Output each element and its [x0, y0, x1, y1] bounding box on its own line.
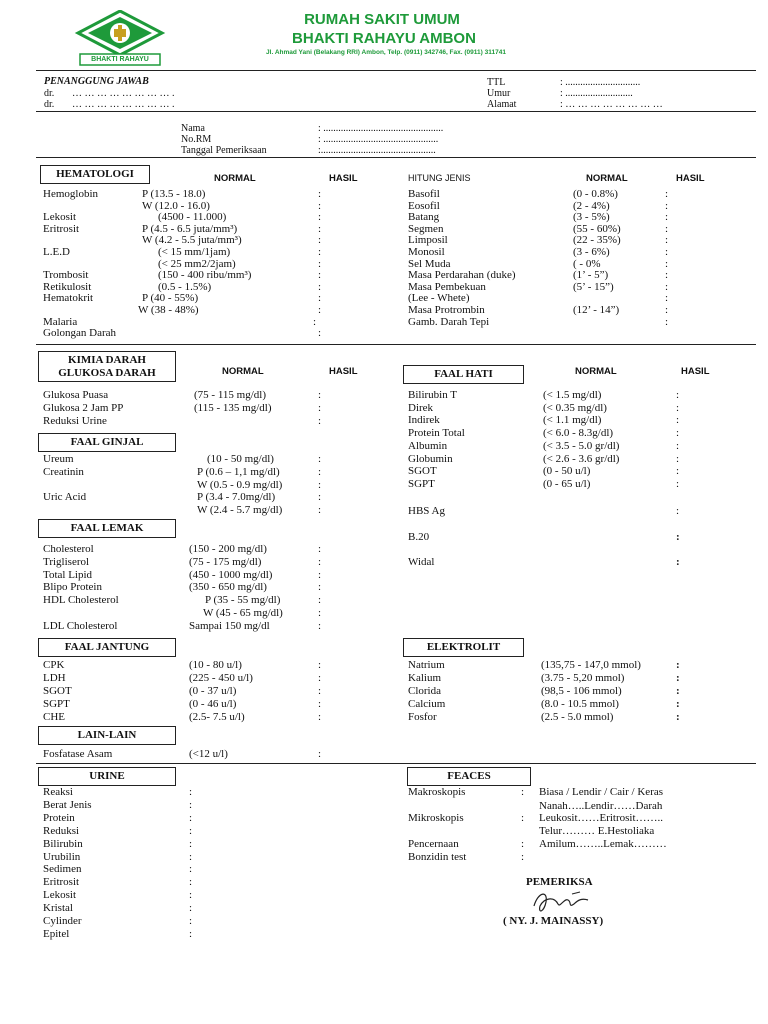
lain-lain-title: LAIN-LAIN: [38, 726, 176, 745]
feaces-title: FEACES: [407, 767, 531, 786]
result-field[interactable]: :: [318, 292, 322, 305]
alamat-value[interactable]: : … … … … … … … …: [560, 99, 663, 110]
urine-test-name: Reaksi: [43, 786, 73, 798]
result-field[interactable]: :: [318, 748, 322, 760]
test-name: Eritrosit: [43, 222, 80, 235]
urine-test-name: Reduksi: [43, 824, 80, 837]
normal-range: (< 0.35 mg/dl): [543, 401, 607, 414]
result-field[interactable]: :: [676, 477, 680, 490]
normal-range: (225 - 450 u/l): [189, 672, 253, 684]
normal-range: (150 - 400 ribu/mm³): [158, 269, 252, 282]
result-field[interactable]: :: [676, 465, 680, 478]
result-field[interactable]: :: [665, 257, 669, 270]
test-name: Monosil: [408, 246, 445, 258]
hbs-label: HBS Ag: [408, 505, 445, 517]
hasil-header: HASIL: [329, 173, 358, 184]
tanggal-value[interactable]: :..............................................: [318, 145, 436, 156]
result-field[interactable]: :: [676, 427, 680, 440]
normal-range: (22 - 35%): [573, 234, 621, 247]
hasil-header: HASIL: [681, 366, 710, 377]
normal-range: (75 - 175 mg/dl): [189, 555, 262, 568]
result-field[interactable]: :: [318, 659, 322, 671]
result-field[interactable]: :: [318, 555, 322, 568]
urine-test-name: Epitel: [43, 927, 70, 940]
normal-header: NORMAL: [214, 173, 256, 184]
colon: :: [676, 505, 680, 517]
normal-range: (12’ - 14”): [573, 304, 620, 316]
result-field[interactable]: :: [318, 465, 322, 478]
normal-range: (0 - 0.8%): [573, 188, 618, 200]
test-name: Kalium: [408, 672, 441, 684]
urine-test-name: Bilirubin: [43, 837, 83, 850]
normal-range: (450 - 1000 mg/dl): [189, 568, 273, 581]
result-field[interactable]: :: [318, 619, 322, 632]
test-name: SGOT: [43, 685, 72, 697]
test-name: Reduksi Urine: [43, 415, 107, 427]
result-field[interactable]: :: [318, 478, 322, 491]
elektrolit-title: ELEKTROLIT: [403, 638, 524, 657]
normal-range: (1’ - 5”): [573, 269, 609, 282]
normal-range: (0 - 65 u/l): [543, 477, 591, 490]
test-name: Batang: [408, 211, 440, 224]
normal-header: NORMAL: [575, 366, 617, 377]
urine-test-name: Lekosit: [43, 889, 76, 902]
normal-range: P (4.5 - 6.5 juta/mm³): [142, 222, 238, 235]
hospital-name-line2: BHAKTI RAHAYU AMBON: [292, 30, 476, 47]
normal-range: P (40 - 55%): [142, 292, 199, 305]
urine-test-name: Berat Jenis: [43, 798, 92, 811]
normal-range: (98,5 - 106 mmol): [541, 685, 622, 697]
normal-range: (< 1.1 mg/dl): [543, 414, 602, 427]
normal-range: (<12 u/l): [189, 748, 228, 760]
normal-range: (115 - 135 mg/dl): [194, 402, 272, 414]
test-name: Cholesterol: [43, 543, 94, 555]
test-name: Glukosa 2 Jam PP: [43, 402, 124, 414]
normal-range: ( - 0%: [573, 257, 601, 270]
kimia-darah-title: [38, 351, 176, 382]
urine-test-name: Cylinder: [43, 915, 82, 927]
urine-test-name: Kristal: [43, 902, 73, 915]
divider: [36, 111, 756, 112]
colon: :: [521, 838, 525, 850]
umur-value[interactable]: : ...........................: [560, 88, 633, 99]
test-name: LDH: [43, 672, 66, 684]
result-field[interactable]: :: [318, 453, 322, 465]
test-name: Protein Total: [408, 427, 465, 440]
dr-value[interactable]: … … … … … … … … .: [72, 99, 175, 110]
result-field[interactable]: :: [318, 269, 322, 282]
test-name: (Lee - Whete): [408, 292, 470, 305]
logo-text: BHAKTI RAHAYU: [91, 56, 149, 63]
divider: [36, 344, 756, 345]
faal-lemak-title: FAAL LEMAK: [38, 519, 176, 538]
normal-range: W (4.2 - 5.5 juta/mm³): [142, 234, 242, 247]
pencernaan-options[interactable]: Amilum……..Lemak………: [539, 838, 667, 850]
normal-range: P (35 - 55 mg/dl): [205, 594, 281, 607]
hasil-header: HASIL: [676, 173, 705, 184]
test-name: HDL Cholesterol: [43, 594, 119, 607]
normal-range: (0 - 37 u/l): [189, 685, 237, 697]
penanggung-jawab-label: PENANGGUNG JAWAB: [44, 76, 149, 87]
tanggal-label: Tanggal Pemeriksaan: [181, 145, 267, 156]
normal-range: (150 - 200 mg/dl): [189, 543, 267, 555]
colon: :: [521, 851, 525, 863]
ttl-label: TTL: [487, 77, 506, 88]
normal-range: (2 - 4%): [573, 199, 610, 212]
test-name: Limposil: [408, 234, 448, 247]
test-name: Sel Muda: [408, 257, 451, 270]
norm-value[interactable]: : ..............................................: [318, 134, 439, 145]
result-field[interactable]: :: [189, 889, 193, 902]
result-field[interactable]: :: [665, 222, 669, 235]
result-field[interactable]: :: [189, 837, 193, 850]
normal-range: W (2.4 - 5.7 mg/dl): [197, 504, 283, 517]
test-name: Fosfor: [408, 711, 437, 723]
result-field[interactable]: :: [665, 234, 669, 247]
result-field[interactable]: :: [189, 824, 193, 837]
result-field[interactable]: :: [676, 659, 680, 671]
result-field[interactable]: :: [318, 389, 322, 401]
result-field[interactable]: :: [318, 211, 322, 224]
normal-range: (0.5 - 1.5%): [158, 280, 212, 293]
test-name: Lekosit: [43, 211, 76, 224]
kimia-title-line1: KIMIA DARAH: [68, 354, 146, 366]
test-name: Malaria: [43, 315, 78, 328]
normal-range: (< 6.0 - 8.3g/dl): [543, 427, 614, 440]
result-field[interactable]: :: [665, 304, 669, 316]
normal-range: (8.0 - 10.5 mmol): [541, 698, 619, 710]
normal-range: (0 - 50 u/l): [543, 465, 591, 478]
normal-range: (10 - 80 u/l): [189, 659, 242, 671]
test-name: CPK: [43, 659, 65, 671]
hasil-header: HASIL: [329, 366, 358, 377]
test-name: Globumin: [408, 452, 453, 465]
test-name: Hematokrit: [43, 292, 94, 305]
nama-label: Nama: [181, 123, 205, 134]
alamat-label: Alamat: [487, 99, 517, 110]
umur-label: Umur: [487, 88, 511, 99]
normal-range: (< 2.6 - 3.6 gr/dl): [543, 452, 620, 465]
test-name: Basofil: [408, 188, 440, 200]
test-name: Total Lipid: [43, 568, 93, 581]
result-field[interactable]: :: [318, 504, 322, 517]
result-field[interactable]: :: [676, 698, 680, 710]
examiner-name: ( NY. J. MAINASSY): [503, 915, 604, 927]
normal-range: (< 25 mm2/2jam): [158, 257, 236, 270]
test-name: Albumin: [408, 439, 448, 452]
makroskopis-options-2[interactable]: Nanah…..Lendir……Darah: [539, 800, 663, 812]
hitung-jenis-header: HITUNG JENIS: [408, 173, 471, 183]
urine-test-name: Eritrosit: [43, 876, 80, 889]
result-field[interactable]: :: [318, 685, 322, 697]
mikroskopis-label: Mikroskopis: [408, 812, 464, 824]
colon: :: [676, 531, 680, 543]
test-name: Uric Acid: [43, 491, 87, 504]
normal-range: (< 1.5 mg/dl): [543, 389, 602, 401]
test-name: Fosfatase Asam: [43, 748, 113, 760]
widal-label: Widal: [408, 556, 435, 568]
result-field[interactable]: :: [318, 234, 322, 247]
faal-ginjal-title: FAAL GINJAL: [38, 433, 176, 452]
nama-value[interactable]: : ................................................: [318, 123, 444, 134]
test-name: Creatinin: [43, 465, 84, 478]
result-field[interactable]: :: [676, 439, 680, 452]
test-name: Eosofil: [408, 199, 440, 212]
norm-label: No.RM: [181, 134, 212, 145]
normal-header: NORMAL: [222, 366, 264, 377]
normal-range: (3 - 6%): [573, 246, 610, 258]
test-name: Retikulosit: [43, 280, 92, 293]
dr-label: dr.: [44, 88, 55, 99]
normal-range: P (3.4 - 7.0mg/dl): [197, 491, 276, 504]
result-field[interactable]: :: [318, 280, 322, 293]
urine-test-name: Protein: [43, 811, 75, 824]
test-name: Masa Pembekuan: [408, 280, 486, 293]
dr-value[interactable]: … … … … … … … … .: [72, 88, 175, 99]
test-name: SGPT: [43, 698, 70, 710]
normal-range: W (12.0 - 16.0): [142, 199, 210, 212]
test-name: Natrium: [408, 659, 445, 671]
result-field[interactable]: :: [676, 414, 680, 427]
result-field[interactable]: :: [318, 246, 322, 258]
result-field[interactable]: :: [189, 876, 193, 889]
result-field[interactable]: :: [665, 269, 669, 282]
normal-range: P (13.5 - 18.0): [142, 188, 206, 200]
result-field[interactable]: :: [665, 188, 669, 200]
result-field[interactable]: :: [665, 199, 669, 212]
test-name: Trombosit: [43, 269, 89, 282]
normal-range: (4500 - 11.000): [158, 211, 227, 224]
normal-range: Sampai 150 mg/dl: [189, 619, 270, 632]
colon: :: [521, 812, 525, 824]
test-name: Clorida: [408, 685, 441, 697]
hematologi-title: HEMATOLOGI: [40, 165, 150, 184]
result-field[interactable]: :: [318, 581, 322, 594]
result-field[interactable]: :: [189, 927, 193, 940]
makroskopis-options[interactable]: Biasa / Lendir / Cair / Keras: [539, 786, 664, 798]
normal-range: (2.5 - 5.0 mmol): [541, 711, 614, 723]
result-field[interactable]: :: [665, 292, 669, 305]
result-field[interactable]: :: [318, 672, 322, 684]
result-field[interactable]: :: [318, 257, 322, 270]
test-name: Hemoglobin: [43, 188, 98, 200]
divider: [36, 763, 756, 764]
normal-range: W (38 - 48%): [138, 304, 199, 316]
result-field[interactable]: :: [189, 811, 193, 824]
pemeriksa-label: PEMERIKSA: [526, 876, 593, 888]
test-name: SGPT: [408, 477, 435, 490]
normal-range: W (45 - 65 mg/dl): [203, 607, 283, 619]
test-name: Glukosa Puasa: [43, 389, 109, 401]
normal-range: (0 - 46 u/l): [189, 698, 237, 710]
result-field[interactable]: :: [189, 915, 193, 927]
urine-test-name: Urubilin: [43, 850, 81, 863]
normal-range: (350 - 650 mg/dl): [189, 581, 267, 594]
faal-jantung-title: FAAL JANTUNG: [38, 638, 176, 657]
normal-range: (5’ - 15”): [573, 280, 614, 293]
hospital-address: Jl. Ahmad Yani (Belakang RRI) Ambon, Telp. (0911) 342746, Fax. (0911) 311741: [266, 49, 506, 56]
result-field[interactable]: :: [318, 415, 322, 427]
normal-range: (3.75 - 5,20 mmol): [541, 672, 625, 684]
result-field[interactable]: :: [318, 304, 322, 316]
result-field[interactable]: :: [318, 222, 322, 235]
normal-range: P (0.6 – 1,1 mg/dl): [197, 465, 280, 478]
test-name: LDL Cholesterol: [43, 619, 118, 632]
urine-title: URINE: [38, 767, 176, 786]
result-field[interactable]: :: [676, 401, 680, 414]
urine-test-name: Sedimen: [43, 863, 82, 876]
mikroskopis-options[interactable]: Leukosit……Eritrosit……..: [539, 812, 664, 824]
normal-range: (75 - 115 mg/dl): [194, 389, 266, 401]
normal-range: (10 - 50 mg/dl): [207, 453, 274, 465]
normal-header: NORMAL: [586, 173, 628, 184]
result-field[interactable]: :: [665, 280, 669, 293]
colon: :: [676, 556, 680, 568]
test-name: Blipo Protein: [43, 581, 102, 594]
result-field[interactable]: :: [676, 452, 680, 465]
mikroskopis-options-2[interactable]: Telur……… E.Hestoliaka: [539, 825, 655, 837]
test-name: Trigliserol: [43, 555, 90, 568]
result-field[interactable]: :: [318, 188, 322, 200]
result-field[interactable]: :: [676, 685, 680, 697]
test-name: CHE: [43, 711, 65, 723]
result-field[interactable]: :: [665, 246, 669, 258]
result-field[interactable]: :: [318, 543, 322, 555]
ttl-value[interactable]: : ..............................: [560, 77, 641, 88]
result-field[interactable]: :: [676, 389, 680, 401]
test-name: Bilirubin T: [408, 389, 457, 401]
normal-range: (< 15 mm/1jam): [158, 246, 231, 258]
normal-range: (3 - 5%): [573, 211, 610, 224]
test-name: Golongan Darah: [43, 327, 117, 340]
normal-range: (55 - 60%): [573, 222, 621, 235]
faal-hati-title: FAAL HATI: [403, 365, 524, 384]
result-field[interactable]: :: [318, 491, 322, 504]
signature-mark: [528, 888, 598, 916]
normal-range: W (0.5 - 0.9 mg/dl): [197, 478, 283, 491]
result-field[interactable]: :: [665, 315, 669, 328]
result-field[interactable]: :: [318, 199, 322, 212]
test-name: Indirek: [408, 414, 440, 427]
pencernaan-label: Pencernaan: [408, 838, 459, 850]
result-field[interactable]: :: [318, 594, 322, 607]
result-field[interactable]: :: [318, 568, 322, 581]
normal-range: (2.5- 7.5 u/l): [189, 711, 245, 723]
test-name: L.E.D: [43, 246, 70, 258]
result-field[interactable]: :: [318, 711, 322, 723]
result-field[interactable]: :: [318, 402, 322, 414]
result-field[interactable]: :: [665, 211, 669, 224]
divider: [36, 157, 756, 158]
result-field[interactable]: :: [189, 786, 193, 798]
test-name: Ureum: [43, 453, 74, 465]
result-field[interactable]: :: [676, 711, 680, 723]
bonzidin-label: Bonzidin test: [408, 851, 467, 863]
result-field[interactable]: :: [318, 327, 322, 340]
normal-range: (< 3.5 - 5.0 gr/dl): [543, 439, 620, 452]
test-name: Segmen: [408, 222, 444, 235]
test-name: Calcium: [408, 698, 446, 710]
result-field[interactable]: :: [189, 902, 193, 915]
result-field[interactable]: :: [313, 315, 317, 328]
kimia-title-line2: GLUKOSA DARAH: [58, 367, 156, 379]
test-name: Masa Perdarahan (duke): [408, 269, 516, 282]
result-field[interactable]: :: [318, 698, 322, 710]
colon: :: [521, 786, 525, 798]
normal-range: (135,75 - 147,0 mmol): [541, 659, 641, 671]
result-field[interactable]: :: [676, 672, 680, 684]
b20-label: B.20: [408, 531, 430, 543]
test-name: Direk: [408, 401, 434, 414]
dr-label: dr.: [44, 99, 55, 110]
result-field[interactable]: :: [189, 850, 193, 863]
makroskopis-label: Makroskopis: [408, 786, 466, 798]
result-field[interactable]: :: [318, 607, 322, 619]
test-name: SGOT: [408, 465, 437, 478]
hospital-name-line1: RUMAH SAKIT UMUM: [304, 11, 460, 28]
result-field[interactable]: :: [189, 863, 193, 876]
test-name: Masa Protrombin: [408, 304, 485, 316]
test-name: Gamb. Darah Tepi: [408, 315, 490, 328]
divider: [36, 70, 756, 71]
result-field[interactable]: :: [189, 798, 193, 811]
